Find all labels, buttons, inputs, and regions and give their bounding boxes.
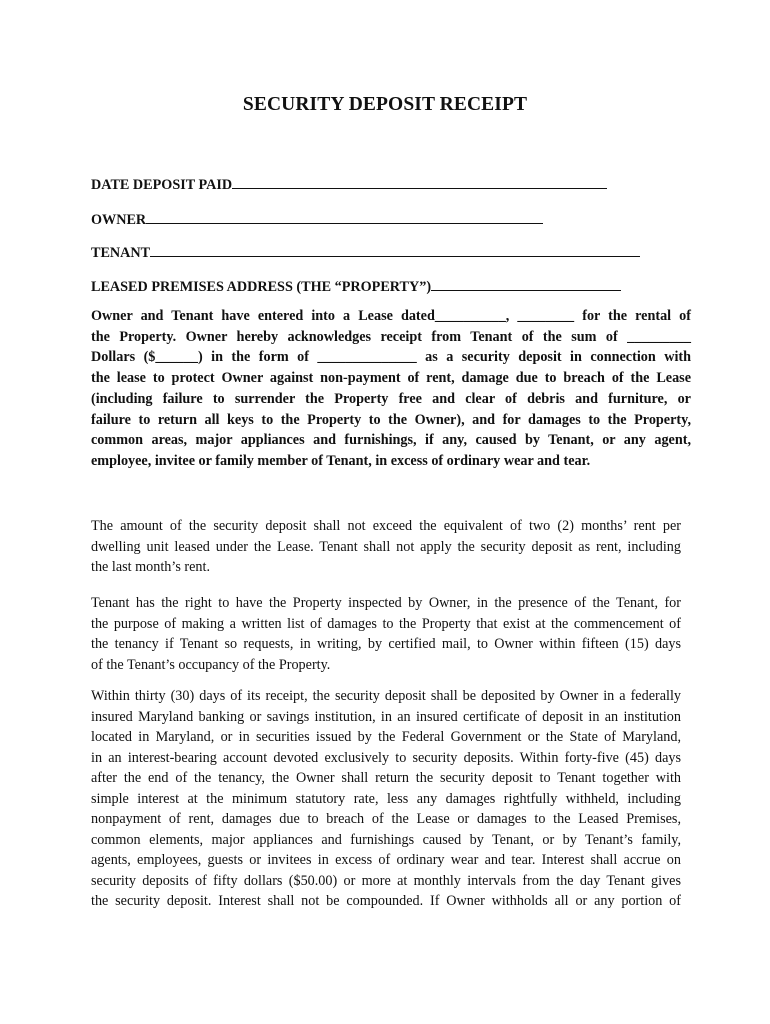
paragraph-line: Within thirty (30) days of its receipt, the security deposit shall be deposited by Owner in a federally [91, 688, 681, 704]
paragraph-line: simple interest at the minimum statutory rate, less any damages rightfully withheld, including [91, 790, 681, 807]
leased-premises-blank[interactable] [431, 276, 621, 291]
paragraph-line: the last month’s rent. [91, 559, 210, 575]
paragraph-line: Tenant has the right to have the Property inspected by Owner, in the presence of the Tenant, for [91, 595, 681, 611]
paragraph-line: failure to return all keys to the Property to the Owner), and for damages to the Property, [91, 411, 691, 428]
deposit-handling-paragraph [91, 686, 681, 912]
paragraph-line: located in Maryland, or in securities issued by the Federal Government or the State of Maryland, [91, 729, 681, 745]
paragraph-line: Dollars ($______) in the form of ______________ as a security deposit in connection with [91, 349, 691, 366]
paragraph-line: common elements, major appliances and furnishings caused by Tenant, or by Tenant’s family, [91, 831, 681, 848]
paragraph-line: the security deposit. Interest shall not be compounded. If Owner withholds all or any portion of [91, 893, 681, 909]
paragraph-line: nonpayment of rent, damages due to breach of the Lease or damages to the Leased Premises, [91, 811, 681, 827]
tenant-label: TENANT [91, 245, 151, 261]
paragraph-line: (including failure to surrender the Property free and clear of debris and furniture, or [91, 390, 691, 407]
document-title: SECURITY DEPOSIT RECEIPT [242, 94, 528, 115]
date-deposit-paid-blank[interactable] [232, 174, 607, 189]
paragraph-line: the tenancy if Tenant so requests, in writing, by certified mail, to Owner within fifteen (15) days [91, 636, 681, 652]
owner-blank[interactable] [146, 209, 543, 224]
paragraph-line: employee, invitee or family member of Tenant, in excess of ordinary wear and tear. [91, 452, 591, 469]
paragraph-line: agents, employees, guests or invitees in excess of ordinary wear and tear. Interest shall accrue on [91, 852, 681, 868]
leased-premises-label: LEASED PREMISES ADDRESS (THE “PROPERTY”) [91, 279, 432, 295]
date-deposit-paid-field [91, 174, 607, 194]
owner-label: OWNER [91, 212, 147, 228]
date-deposit-paid-label: DATE DEPOSIT PAID [91, 177, 233, 193]
deposit-amount-paragraph [91, 516, 681, 578]
paragraph-line: dwelling unit leased under the Lease. Tenant shall not apply the security deposit as rent, including [91, 538, 681, 555]
paragraph-line: security deposits of fifty dollars ($50.00) or more at monthly intervals from the day Tenant gives [91, 872, 681, 889]
paragraph-line: the lease to protect Owner against non-payment of rent, damage due to breach of the Lease [91, 370, 691, 387]
paragraph-line: insured Maryland banking or savings institution, in an insured certificate of deposit in an institution [91, 708, 681, 725]
paragraph-line: in an interest-bearing account devoted exclusively to security deposits. Within forty-five (45) days [91, 749, 681, 766]
tenant-blank[interactable] [150, 242, 640, 257]
lease-acknowledgement-paragraph [91, 306, 691, 472]
tenant-field [91, 242, 640, 262]
paragraph-line: after the end of the tenancy, the Owner shall return the security deposit to Tenant together with [91, 770, 681, 786]
paragraph-line: The amount of the security deposit shall not exceed the equivalent of two (2) months’ rent per [91, 518, 681, 534]
paragraph-line: of the Tenant’s occupancy of the Property. [91, 656, 331, 673]
inspection-rights-paragraph [91, 593, 681, 675]
paragraph-line: common areas, major appliances and furnishings, if any, caused by Tenant, or any agent, [91, 432, 691, 449]
owner-field [91, 209, 543, 229]
paragraph-line: Owner and Tenant have entered into a Lease dated__________, ________ for the rental of [91, 308, 691, 324]
paragraph-line: the Property. Owner hereby acknowledges receipt from Tenant of the sum of _________ [91, 328, 691, 345]
leased-premises-field [91, 276, 621, 296]
paragraph-line: the purpose of making a written list of damages to the Property that exist at the commencement of [91, 615, 681, 632]
